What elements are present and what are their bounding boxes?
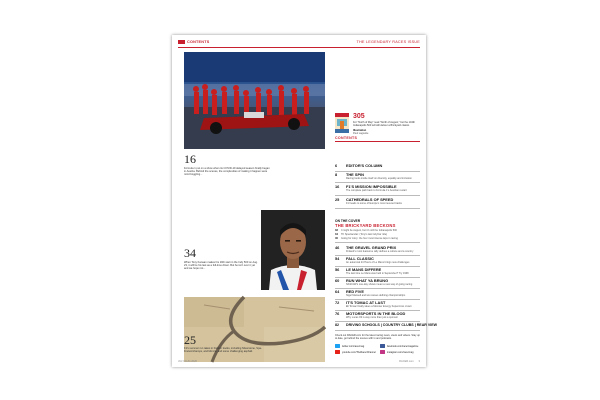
- toc-divider: [335, 330, 420, 331]
- magazine-page: CONTENTS THE LEGENDARY RACES ISSUE 16 Formula 1 put on a show when its COVID-19 delayed season finally began in Austria. Behind the scenes, the complexities of making it happen were mind boggling... 34 When Tony Kanaan makes his 19th start in the Indy 500 on Aug. 23, it will be his last as a full-time driver. But he isn't over it yet and we hope not... 25 F1's summer run takes in historic tracks, including Silverstone, Spa-Francorchamps, and Monza, and some challenging asphalt. 305 For "North of May" read "North of August," but the 104th Indianapolis 500 will still deliver a Brickyard classic. Illustration Paul Lagoutte CONTENTS 6 EDITOR'S COLUMN 8 THE SPIN Racing looks inside itself on diversity, equality and inclusion 16 F1'S MISSION IMPOSSIBLE The complete path back to Formula 1's Austrian restart 25 CATHEDRALS OF SPEED F1 heads to some of Europe's most revered tracks ON THE COVER THE BRICKYARD BECKONS 32 It might be August, but it's still the Indianapolis 500 34 TK Spectacular: (Tony's last IndyCar ride) 40 Going for Juicy: the four most intense laps in racing 46 THE GRAVEL GRAND PRIX Finland's most fearsome rally defines a culture and a country 54 FALL CLASSIC An autumnal 24 Hours of Le Mans brings new challenges 56 LE MANS DIFFERE The last time Le Mans was held in September? Try 1968 60 RUN WHAT YA BRUNG NASCAR's one-day shows mean a new way of going racing 64 RED FIVE Nigel Mansell and two career-defining championships 72 IT'S TOMAC AT LAST Eli Tomac finally takes a Monster Energy Supercross crown 76 MOTORSPORTS IN THE BLOOD Why Lucas Oil is way more than just a sponsor 82 DRIVING SCHOOLS | COUNTRY CLUBS | REAR VIEW Check out RACER.com for the latest racing news, views and videos. Stay up to date, go behind the scenes with tv and podcasts. twitter.com/racermag facebook.com/racermagazine youtube.com/TheRacerChannel instagram.com/racermag JULY/AUG 2020 RACER.com 3: [172, 35, 426, 367]
- toc-divider: [335, 242, 420, 243]
- pitstop-photo: [184, 52, 325, 149]
- cover-story-blurb: [353, 113, 423, 135]
- toc-divider: [335, 288, 420, 289]
- pitstop-illustration: [184, 52, 325, 149]
- feature-number-34: 34: [184, 246, 196, 260]
- illustration-credit-label: Illustration: [353, 129, 367, 132]
- cover-thumbnail: [335, 113, 349, 133]
- on-the-cover-label: ON THE COVER: [335, 219, 361, 223]
- youtube-icon: [335, 350, 340, 354]
- social-youtube[interactable]: youtube.com/TheRacerChannel: [335, 350, 376, 354]
- social-twitter[interactable]: twitter.com/racermag: [335, 344, 364, 348]
- feature-caption-16: Formula 1 put on a show when its COVID-19 delayed season finally began in Austria. Behind the scenes, the complexities of making it happen were mind boggling...: [184, 167, 270, 177]
- contents-heading: CONTENTS: [335, 136, 358, 140]
- toc-divider: [335, 310, 420, 311]
- cover-blurb-number: 305: [353, 113, 365, 120]
- feature-caption-25: F1's summer run takes in historic tracks, including Silverstone, Spa-Francorchamps, and Monza, and some challenging asphalt.: [184, 347, 262, 354]
- cover-illustration: [335, 113, 349, 133]
- racer-logo-icon: [178, 40, 185, 44]
- header-left: [178, 40, 209, 44]
- driver-portrait-photo: [261, 210, 325, 290]
- racer-promo-text: Check out RACER.com for the latest racing news, views and videos. Stay up to date, go behind the scenes with tv and podcasts.: [335, 334, 420, 341]
- toc-divider: [335, 321, 420, 322]
- footer-issue-date: JULY/AUG 2020: [178, 360, 197, 363]
- twitter-icon: [335, 344, 340, 348]
- toc-divider: [335, 208, 420, 209]
- toc-divider: [335, 299, 420, 300]
- instagram-icon: [380, 350, 385, 354]
- toc-divider: [335, 182, 420, 183]
- header-section-label: CONTENTS: [187, 40, 210, 44]
- toc-divider: [335, 277, 420, 278]
- departments-page-number: 82: [335, 323, 339, 327]
- contents-rule: [335, 141, 420, 142]
- toc-divider: [335, 255, 420, 256]
- header-rule: [178, 47, 420, 48]
- driver-portrait-illustration: [261, 210, 325, 290]
- facebook-icon: [380, 344, 385, 348]
- footer-right: [399, 360, 420, 363]
- social-instagram[interactable]: instagram.com/racermag: [380, 350, 413, 354]
- feature-caption-34: When Tony Kanaan makes his 19th start in the Indy 500 on Aug. 23, it will be his last as a full-time driver. But he isn't over it yet and we hope not...: [184, 261, 258, 271]
- toc-divider: [335, 266, 420, 267]
- departments-title: DRIVING SCHOOLS | COUNTRY CLUBS | REAR VIEW: [346, 323, 438, 327]
- on-the-cover-title: THE BRICKYARD BECKONS: [335, 223, 396, 228]
- footer-page-number: 3: [418, 360, 420, 363]
- social-facebook[interactable]: facebook.com/racermagazine: [380, 344, 418, 348]
- footer-site: RACER.com: [399, 360, 414, 363]
- illustration-credit-name: Paul Lagoutte: [353, 132, 369, 135]
- header-issue-title: THE LEGENDARY RACES ISSUE: [356, 40, 420, 44]
- cover-blurb-text: For "North of May" read "North of August," but the 104th Indianapolis 500 will still deliver a Brickyard classic.: [353, 121, 415, 127]
- toc-divider: [335, 171, 420, 172]
- toc-divider: [335, 195, 420, 196]
- feature-number-16: 16: [184, 152, 196, 166]
- feature-number-25: 25: [184, 333, 196, 347]
- page-header: [178, 40, 420, 46]
